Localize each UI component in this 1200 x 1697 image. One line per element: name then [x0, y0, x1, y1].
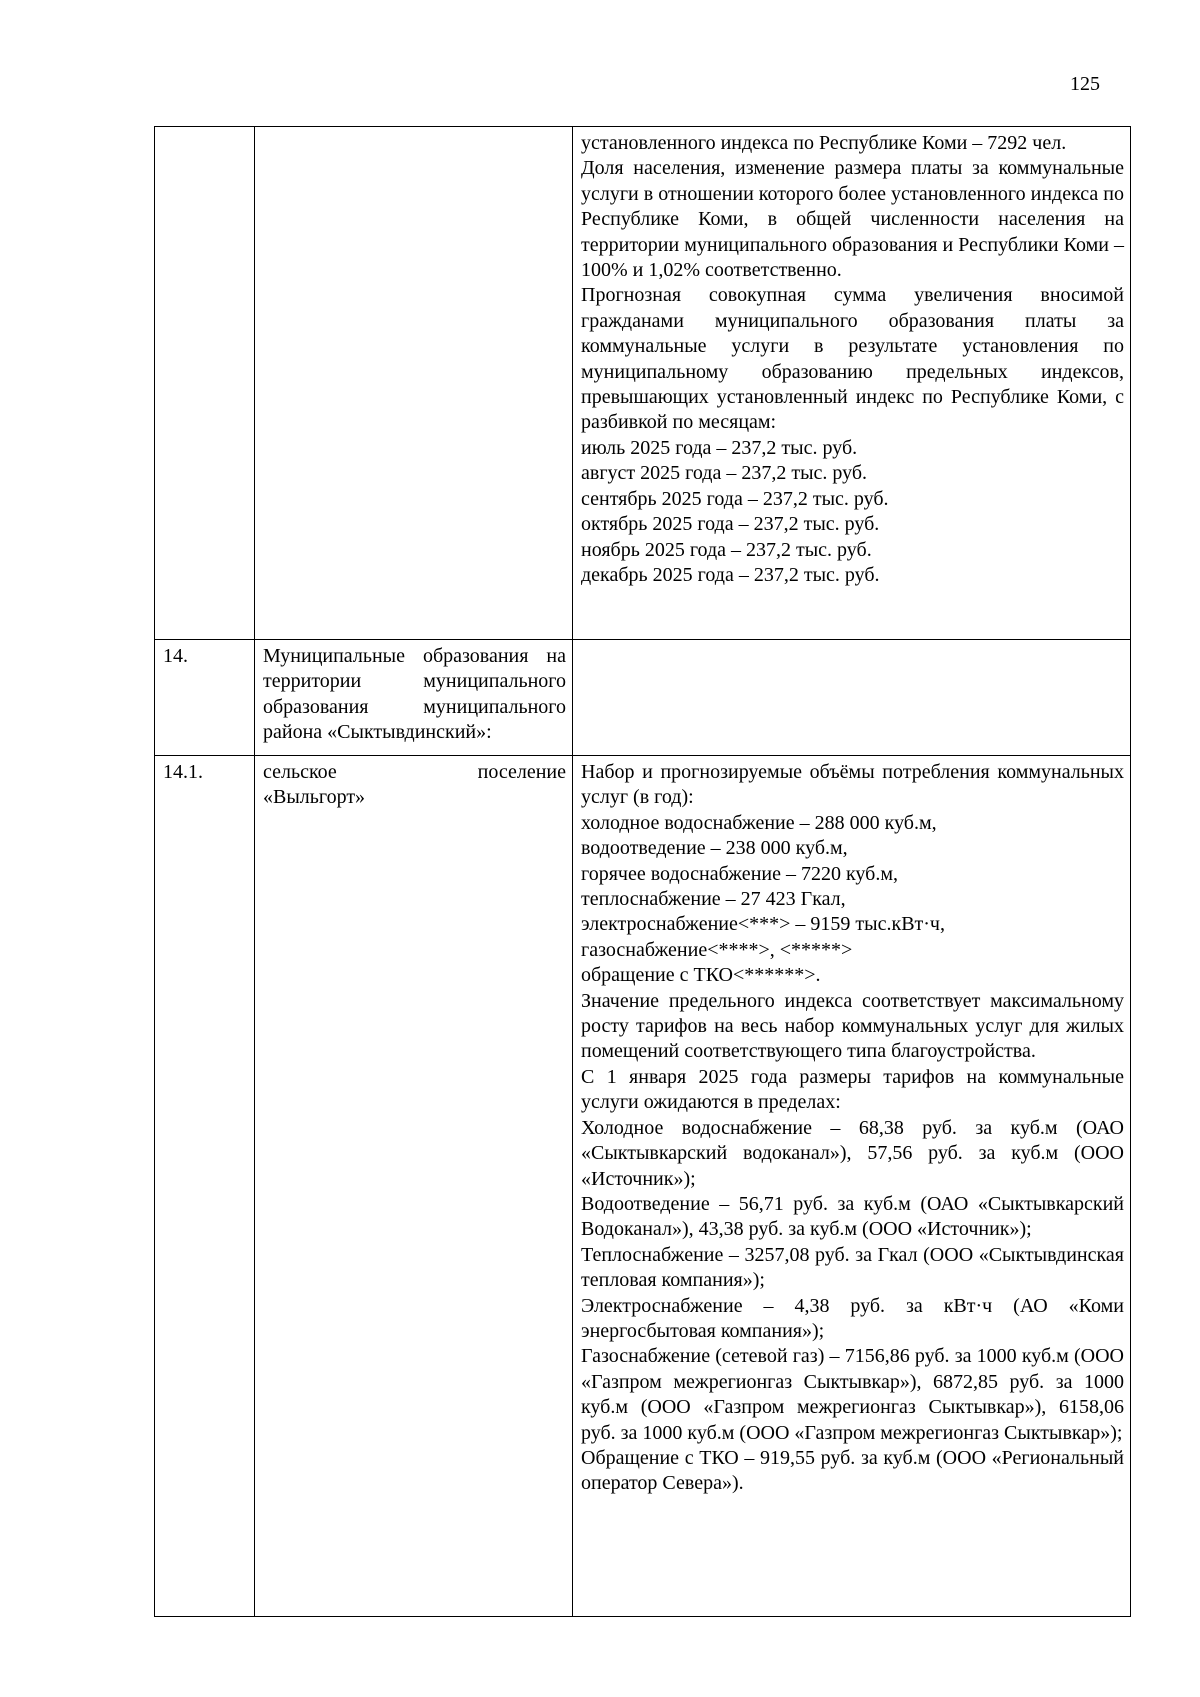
description-paragraph: установленного индекса по Республике Коми – 7292 чел.	[581, 132, 1067, 154]
row-name-cell: Муниципальные образования на территории муниципального образования муниципального района «Сыктывдинский»:	[255, 640, 573, 756]
tariff-item: Электроснабжение – 4,38 руб. за кВт·ч (АО «Коми энергосбытовая компания»);	[581, 1294, 1124, 1342]
tariff-item: Теплоснабжение – 3257,08 руб. за Гкал (ООО «Сыктывдинская тепловая компания»);	[581, 1243, 1124, 1292]
settlement-type: сельское поселение	[263, 761, 566, 783]
table-row	[155, 640, 1131, 756]
description-paragraph: Прогнозная совокупная сумма увеличения вносимой гражданами муниципального образования платы за коммунальные услуги в результате установления по муниципальному образованию предельных индексов, превышающих установленный индекс по Республике Коми, с разбивкой по месяцам:	[581, 284, 1124, 434]
volume-item: газоснабжение<****>, <*****>	[581, 938, 853, 961]
row-number-cell	[155, 127, 255, 640]
month-amount: июль 2025 года – 237,2 тыс. руб.	[581, 436, 858, 459]
page-number: 125	[1070, 73, 1100, 95]
row-name-cell	[255, 756, 573, 1617]
table-row	[155, 127, 1131, 640]
row-description-cell	[573, 127, 1131, 640]
month-amount: октябрь 2025 года – 237,2 тыс. руб.	[581, 513, 880, 536]
volume-item: обращение с ТКО<******>.	[581, 964, 821, 987]
tariff-item: Холодное водоснабжение – 68,38 руб. за куб.м (ОАО «Сыктывкарский водоканал»), 57,56 руб. за куб.м (ООО «Источник»);	[581, 1116, 1124, 1190]
volume-item: холодное водоснабжение – 288 000 куб.м,	[581, 811, 937, 834]
month-amount: август 2025 года – 237,2 тыс. руб.	[581, 462, 868, 485]
row-description-cell	[573, 756, 1131, 1617]
month-amount: декабрь 2025 года – 237,2 тыс. руб.	[581, 563, 880, 586]
month-amount: сентябрь 2025 года – 237,2 тыс. руб.	[581, 487, 889, 510]
volume-item: водоотведение – 238 000 куб.м,	[581, 837, 848, 860]
description-paragraph: С 1 января 2025 года размеры тарифов на коммунальные услуги ожидаются в пределах:	[581, 1065, 1124, 1114]
row-number-cell: 14.	[155, 640, 255, 756]
tariff-table	[154, 126, 1131, 1617]
tariff-item: Газоснабжение (сетевой газ) – 7156,86 руб. за 1000 куб.м (ООО «Газпром межрегионгаз Сыктывкар»), 6872,85 руб. за 1000 куб.м (ООО «Газпром межрегионгаз Сыктывкар»), 6158,06 руб. за 1000 куб.м (ООО «Газпром межрегионгаз Сыктывкар»);	[581, 1345, 1124, 1444]
row-name-cell	[255, 127, 573, 640]
volume-item: теплоснабжение – 27 423 Гкал,	[581, 888, 846, 911]
row-number-cell: 14.1.	[155, 756, 255, 1617]
tariff-item: Обращение с ТКО – 919,55 руб. за куб.м (ООО «Региональный оператор Севера»).	[581, 1446, 1124, 1495]
month-amount: ноябрь 2025 года – 237,2 тыс. руб.	[581, 538, 872, 561]
table-row	[155, 756, 1131, 1617]
row-description-cell	[573, 640, 1131, 756]
description-paragraph: Доля населения, изменение размера платы за коммунальные услуги в отношении которого более установленного индекса по Республике Коми, в общей численности населения на территории муниципального образования и Республики Коми – 100% и 1,02% соответственно.	[581, 157, 1125, 282]
description-paragraph: Значение предельного индекса соответствует максимальному росту тарифов на весь набор коммунальных услуг для жилых помещений соответствующего типа благоустройства.	[581, 989, 1124, 1063]
volume-item: электроснабжение<***> – 9159 тыс.кВт·ч,	[581, 913, 945, 936]
settlement-name: «Выльгорт»	[263, 786, 366, 809]
tariff-item: Водоотведение – 56,71 руб. за куб.м (ОАО «Сыктывкарский Водоканал»), 43,38 руб. за куб.м (ООО «Источник»);	[581, 1192, 1124, 1241]
volume-item: горячее водоснабжение – 7220 куб.м,	[581, 862, 898, 885]
description-paragraph: Набор и прогнозируемые объёмы потребления коммунальных услуг (в год):	[581, 761, 1124, 809]
